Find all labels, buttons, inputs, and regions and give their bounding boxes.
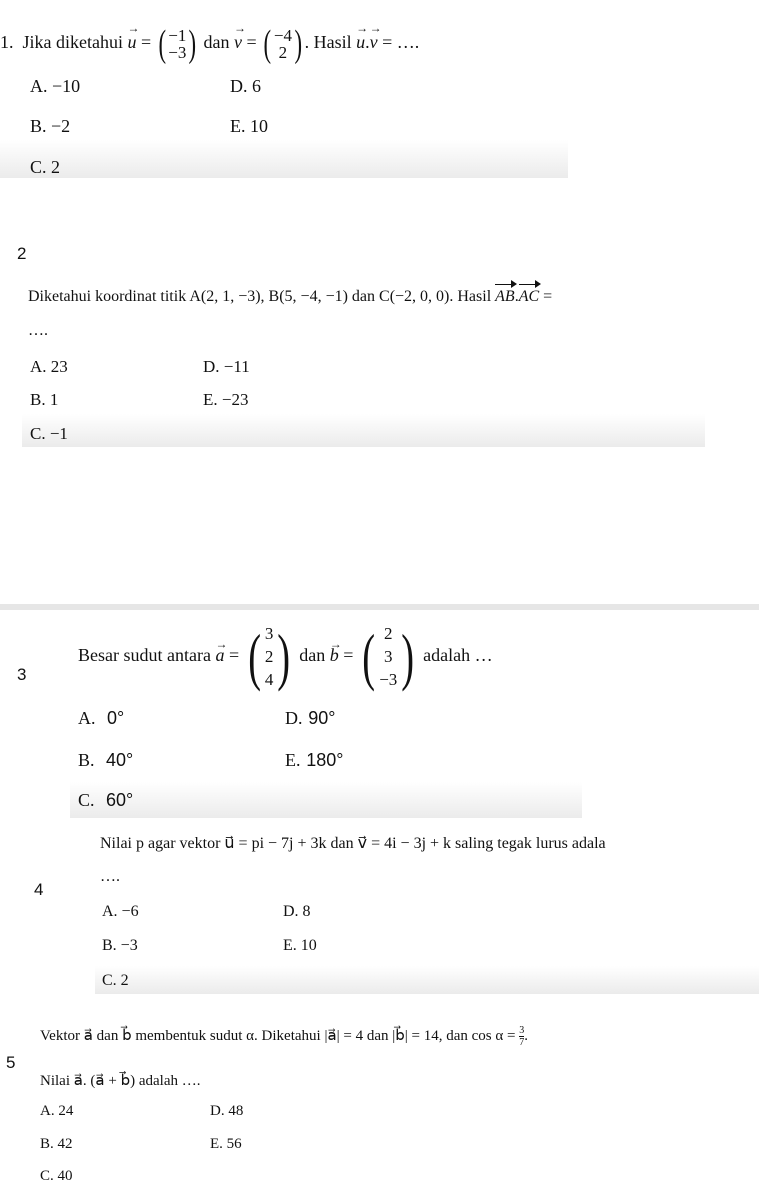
q1-u-vector: −1 −3 xyxy=(168,26,187,62)
q1-option-a[interactable]: A. −10 xyxy=(30,76,81,96)
q3-option-e[interactable]: E. 180° xyxy=(285,750,344,770)
q1-option-b[interactable]: B. −2 xyxy=(30,116,71,136)
q3-b-vector: 2 3 −3 xyxy=(379,624,398,690)
section-divider xyxy=(0,604,759,610)
q4-stem: Nilai p agar vektor u⃗ = pi − 7j + 3k dan v⃗ = 4i − 3j + k saling tegak lurus adala xyxy=(100,835,606,852)
highlight-band xyxy=(70,782,582,818)
q1-option-e[interactable]: E. 10 xyxy=(230,116,268,136)
q1-stem: 1. Jika diketahui → u = ( −1 −3 ) dan → v = ( −4 2 ) . Hasil → u.→ v = …. xyxy=(0,22,419,66)
q5-number: 5 xyxy=(6,1053,16,1072)
q5-option-a[interactable]: A. 24 xyxy=(40,1103,74,1119)
q2-number: 2 xyxy=(17,244,27,263)
highlight-band xyxy=(0,140,568,178)
q5-line-2: Nilai a⃗. (a⃗ + b⃗) adalah …. xyxy=(40,1073,201,1089)
q4-number: 4 xyxy=(34,880,44,899)
q4-dots: …. xyxy=(100,868,120,885)
q4-option-c[interactable]: C. 2 xyxy=(102,972,129,989)
q5-option-d[interactable]: D. 48 xyxy=(210,1103,244,1119)
q2-dots: …. xyxy=(28,322,48,339)
q2-option-d[interactable]: D. −11 xyxy=(203,357,250,376)
q1-number: 1. xyxy=(0,32,14,53)
q1-option-d[interactable]: D. 6 xyxy=(230,76,261,96)
q4-option-b[interactable]: B. −3 xyxy=(102,937,138,954)
q2-option-a[interactable]: A. 23 xyxy=(30,357,68,376)
q5-fraction: $\frac{3}{7}$ xyxy=(519,1025,525,1048)
q4-option-a[interactable]: A. −6 xyxy=(102,903,139,920)
q1-option-c[interactable]: C. 2 xyxy=(30,157,61,177)
highlight-band xyxy=(22,414,705,447)
q2-option-e[interactable]: E. −23 xyxy=(203,390,249,409)
q5-option-c[interactable]: C. 40 xyxy=(40,1168,73,1184)
q3-option-c[interactable]: C. 60° xyxy=(78,790,134,810)
q4-option-e[interactable]: E. 10 xyxy=(283,937,317,954)
q5-line-1: Vektor a⃗ dan b⃗ membentuk sudut α. Diketahui |a⃗| = 4 dan |b⃗| = 14, dan cos α = $\frac{3}{7}$ . xyxy=(40,1025,528,1048)
q1-v-vector: −4 2 xyxy=(273,26,292,62)
q3-option-d[interactable]: D. 90° xyxy=(285,708,336,728)
q5-option-e[interactable]: E. 56 xyxy=(210,1136,242,1152)
q4-option-d[interactable]: D. 8 xyxy=(283,903,311,920)
q3-a-vector: 3 2 4 xyxy=(264,624,274,690)
q2-stem: Diketahui koordinat titik A(2, 1, −3), B(5, −4, −1) dan C(−2, 0, 0). Hasil AB.AC = xyxy=(28,288,553,305)
q3-stem: Besar sudut antara → a = ( 3 2 4 ) dan → b = ( 2 3 −3 ) adalah … xyxy=(78,617,493,695)
highlight-band xyxy=(95,966,759,994)
q3-option-a[interactable]: A. 0° xyxy=(78,708,125,728)
q2-option-c[interactable]: C. −1 xyxy=(30,424,68,443)
q2-option-b[interactable]: B. 1 xyxy=(30,390,59,409)
q5-option-b[interactable]: B. 42 xyxy=(40,1136,73,1152)
q3-number: 3 xyxy=(17,665,27,684)
q3-option-b[interactable]: B. 40° xyxy=(78,750,134,770)
